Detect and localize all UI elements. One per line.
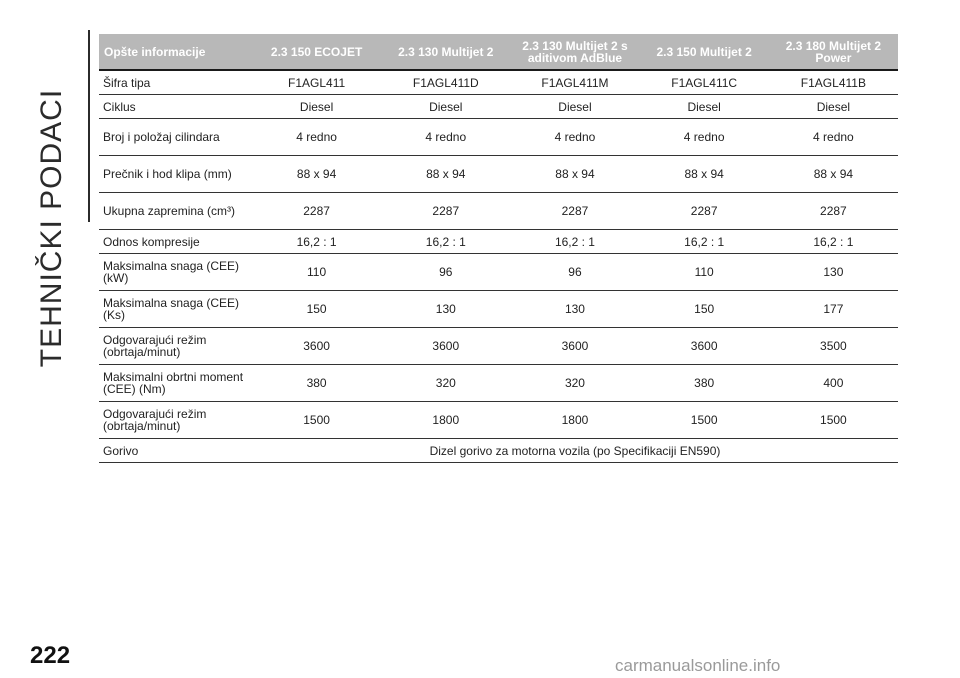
table-row xyxy=(99,402,898,439)
table-cell: 88 x 94 xyxy=(381,156,510,193)
table-cell: 400 xyxy=(769,365,898,402)
table-cell: 2287 xyxy=(769,193,898,230)
page-number: 222 xyxy=(30,642,71,669)
table-cell: 96 xyxy=(510,254,639,291)
table-header xyxy=(99,34,898,70)
table-row xyxy=(99,365,898,402)
table-cell: 88 x 94 xyxy=(252,156,381,193)
table-cell: 1500 xyxy=(769,402,898,439)
header-cell: 2.3 150 ECOJET xyxy=(252,34,381,70)
table-cell: F1AGL411D xyxy=(381,70,510,95)
table-cell: 16,2 : 1 xyxy=(252,230,381,254)
table-cell: 177 xyxy=(769,291,898,328)
table-cell: Diesel xyxy=(640,95,769,119)
table-cell: 150 xyxy=(640,291,769,328)
table-cell: 16,2 : 1 xyxy=(640,230,769,254)
row-label: Gorivo xyxy=(99,439,252,463)
table-cell: 16,2 : 1 xyxy=(510,230,639,254)
header-cell: Opšte informacije xyxy=(99,34,252,70)
table-cell: 150 xyxy=(252,291,381,328)
table-cell: 88 x 94 xyxy=(640,156,769,193)
table-body xyxy=(99,70,898,463)
table-cell: 3600 xyxy=(381,328,510,365)
row-label: Maksimalni obrtni moment (CEE) (Nm) xyxy=(99,365,252,402)
table-cell: 130 xyxy=(381,291,510,328)
table-row xyxy=(99,119,898,156)
table-cell: 3500 xyxy=(769,328,898,365)
table-cell: Diesel xyxy=(769,95,898,119)
table-cell: 2287 xyxy=(510,193,639,230)
table-cell: 380 xyxy=(640,365,769,402)
table-cell: F1AGL411C xyxy=(640,70,769,95)
table-cell: 4 redno xyxy=(769,119,898,156)
table-row xyxy=(99,95,898,119)
table-row xyxy=(99,156,898,193)
section-divider xyxy=(88,30,90,222)
table-cell: 16,2 : 1 xyxy=(381,230,510,254)
table-cell: 88 x 94 xyxy=(769,156,898,193)
row-label: Odnos kompresije xyxy=(99,230,252,254)
table-cell: Diesel xyxy=(252,95,381,119)
table-cell: 88 x 94 xyxy=(510,156,639,193)
table-cell: 380 xyxy=(252,365,381,402)
row-label: Maksimalna snaga (CEE) (kW) xyxy=(99,254,252,291)
table-header-row xyxy=(99,34,898,70)
header-cell: 2.3 130 Multijet 2 s aditivom AdBlue xyxy=(510,34,639,70)
header-cell: 2.3 130 Multijet 2 xyxy=(381,34,510,70)
header-cell: 2.3 180 Multijet 2 Power xyxy=(769,34,898,70)
table-cell: 2287 xyxy=(252,193,381,230)
row-label: Odgovarajući režim (obrtaja/minut) xyxy=(99,402,252,439)
table-cell: Diesel xyxy=(381,95,510,119)
table-cell: 3600 xyxy=(640,328,769,365)
table-cell: 130 xyxy=(769,254,898,291)
table-row xyxy=(99,230,898,254)
table-cell: 4 redno xyxy=(381,119,510,156)
table-cell: 320 xyxy=(510,365,639,402)
table-cell: 1800 xyxy=(381,402,510,439)
table-cell: F1AGL411B xyxy=(769,70,898,95)
header-cell: 2.3 150 Multijet 2 xyxy=(640,34,769,70)
table-cell: 110 xyxy=(252,254,381,291)
table-row xyxy=(99,193,898,230)
watermark: carmanualsonline.info xyxy=(615,656,781,675)
section-title: TEHNIČKI PODACI xyxy=(35,88,68,368)
table-row xyxy=(99,70,898,95)
row-label: Odgovarajući režim (obrtaja/minut) xyxy=(99,328,252,365)
table-cell: 110 xyxy=(640,254,769,291)
table-cell: F1AGL411M xyxy=(510,70,639,95)
table-cell: 130 xyxy=(510,291,639,328)
table-cell: 1800 xyxy=(510,402,639,439)
row-label: Ciklus xyxy=(99,95,252,119)
table-cell: 2287 xyxy=(640,193,769,230)
table-cell: F1AGL411 xyxy=(252,70,381,95)
table-cell: 4 redno xyxy=(510,119,639,156)
engine-spec-table xyxy=(99,34,898,463)
fuel-row xyxy=(99,439,898,463)
row-label: Prečnik i hod klipa (mm) xyxy=(99,156,252,193)
table-cell: 16,2 : 1 xyxy=(769,230,898,254)
table-cell: 1500 xyxy=(252,402,381,439)
table-cell: 320 xyxy=(381,365,510,402)
row-label: Maksimalna snaga (CEE) (Ks) xyxy=(99,291,252,328)
table-cell: 3600 xyxy=(252,328,381,365)
table-row xyxy=(99,254,898,291)
row-label: Broj i položaj cilindara xyxy=(99,119,252,156)
table-cell: 96 xyxy=(381,254,510,291)
table-row xyxy=(99,328,898,365)
table-cell: 1500 xyxy=(640,402,769,439)
table-cell: 3600 xyxy=(510,328,639,365)
table-row xyxy=(99,291,898,328)
table-cell: 2287 xyxy=(381,193,510,230)
table-cell: Diesel xyxy=(510,95,639,119)
table-cell: 4 redno xyxy=(252,119,381,156)
fuel-value-cell: Dizel gorivo za motorna vozila (po Specifikaciji EN590) xyxy=(252,439,898,463)
table-cell: 4 redno xyxy=(640,119,769,156)
row-label: Šifra tipa xyxy=(99,70,252,95)
row-label: Ukupna zapremina (cm³) xyxy=(99,193,252,230)
